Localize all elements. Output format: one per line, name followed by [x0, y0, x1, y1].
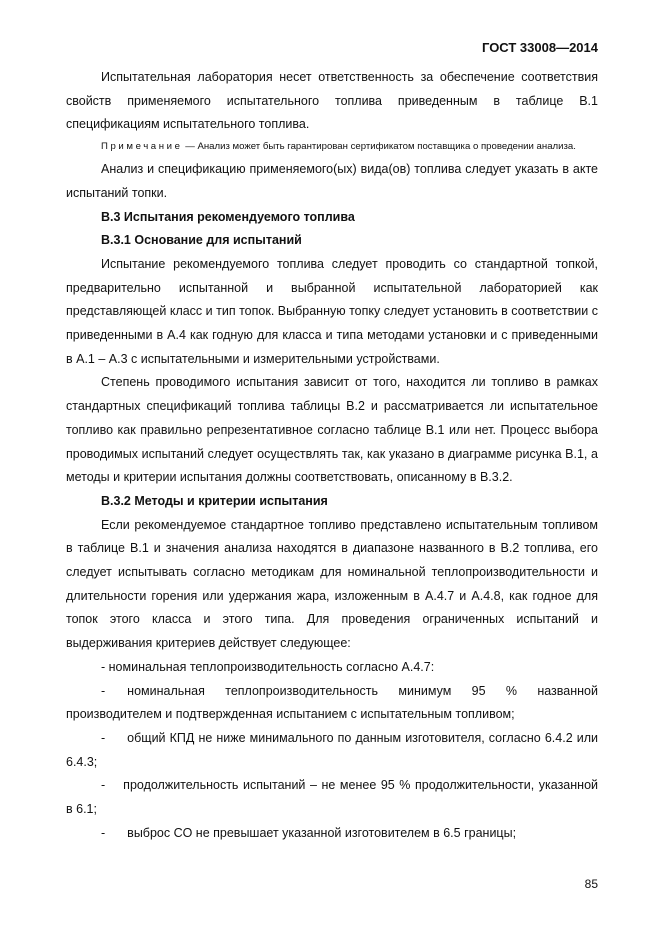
list-item — [66, 774, 598, 821]
list-dash: - — [101, 778, 106, 793]
list-dash: - — [101, 825, 106, 840]
heading-b31: В.3.1 Основание для испытаний — [101, 233, 302, 248]
list-item — [66, 727, 598, 774]
page-number: 85 — [584, 877, 598, 891]
paragraph-methods: Если рекомендуемое стандартное топливо представлено испытательным топливом в таблице В.1 и значения анализа находятся в диапазоне названного в В.2 топлива, его следует испытывать согласно методикам для номинальной теплопроизводительности и длительности горения или удержания жара, изложенным в А.4.7 и А.4.8, как годное для топок этого класса и этого типа. Для проведения ограниченных испытаний и выдерживания критериев действует следующее: — [66, 517, 598, 651]
heading-b32: В.3.2 Методы и критерии испытания — [101, 493, 328, 508]
list-dash: - — [101, 730, 106, 745]
paragraph-test-basis: Испытание рекомендуемого топлива следует проводить со стандартной топкой, предварительно испытанной и выбранной испытательной лабораторией как представляющей класс и тип топок. Выбранную топку следует установить в соответствии с приведенными в А.4 как годную для класса и типа методами установки и с приведенными в А.1 – А.3 с испытательными и измерительными устройствами. — [66, 256, 598, 366]
note-text: — Анализ может быть гарантирован сертификатом поставщика о проведении анализа. — [182, 141, 576, 153]
list-item-text: общий КПД не ниже минимального по данным изготовителя, согласно 6.4.2 или 6.4.3; — [66, 730, 598, 769]
paragraph-lab-responsibility: Испытательная лаборатория несет ответственность за обеспечение соответствия свойств применяемого испытательного топлива приведенным в таблице В.1 спецификациям испытательного топлива. — [66, 70, 598, 132]
note-label: Примечание — [101, 141, 183, 153]
list-item-text: продолжительность испытаний – не менее 95 % продолжительности, указанной в 6.1; — [66, 778, 598, 817]
paragraph-fuel-analysis: Анализ и спецификацию применяемого(ых) вида(ов) топлива следует указать в акте испытаний топки. — [66, 162, 598, 200]
paragraph-test-degree: Степень проводимого испытания зависит от того, находится ли топливо в рамках стандартных спецификаций топлива таблицы В.2 и рассматривается ли испытательное топливо как правильно репрезентативное согласно таблице В.1 или нет. Процесс выбора проводимых испытаний следует осуществлять так, как указано в диаграмме рисунка В.1, а методы и критерии испытания должны соответствовать, описанному в В.3.2. — [66, 375, 598, 485]
heading-b3: В.3 Испытания рекомендуемого топлива — [101, 209, 355, 224]
list-dash: - — [101, 683, 106, 698]
list-item — [66, 822, 598, 846]
list-intro: - номинальная теплопроизводительность согласно А.4.7: — [101, 659, 435, 674]
document-code-header: ГОСТ 33008—2014 — [482, 40, 598, 55]
list-item-text: выброс CO не превышает указанной изготовителем в 6.5 границы; — [127, 825, 517, 840]
list-item — [66, 680, 598, 727]
note — [66, 139, 598, 155]
document-body — [66, 66, 598, 846]
list-item-text: номинальная теплопроизводительность минимум 95 % названной производителем и подтвержденная испытанием с испытательным топливом; — [66, 683, 598, 722]
